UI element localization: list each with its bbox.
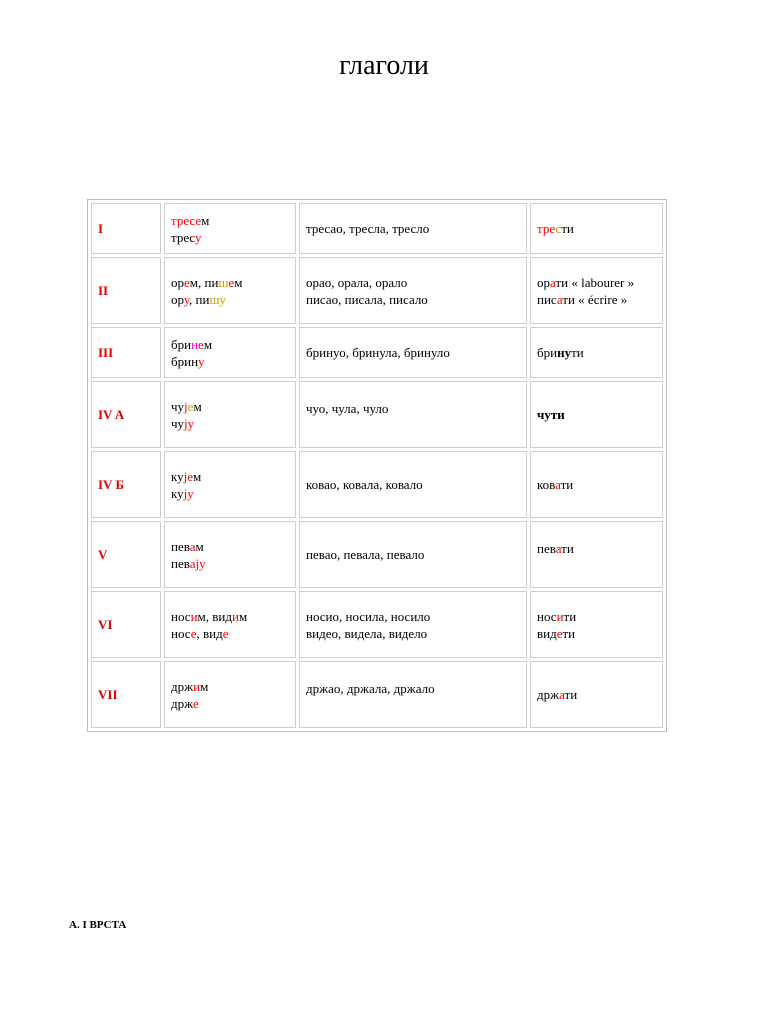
table-row — [91, 591, 663, 658]
page-title: глаголи — [339, 50, 429, 81]
text-segment: чу — [171, 415, 185, 431]
text-segment: с — [555, 221, 562, 236]
text-segment: м — [193, 398, 202, 414]
cell-line — [171, 336, 289, 353]
table-row — [91, 451, 663, 518]
cell-line — [537, 686, 656, 703]
text-segment: нос — [171, 625, 191, 641]
text-segment: држ — [171, 678, 194, 694]
text-segment: у — [187, 485, 194, 501]
text-segment: и — [190, 608, 198, 624]
text-segment: ор — [537, 274, 550, 290]
cell-line — [171, 695, 289, 712]
text-segment: е — [187, 398, 194, 414]
past-forms-cell — [299, 203, 527, 254]
cell-line — [537, 406, 656, 423]
text-segment: е — [184, 274, 190, 290]
text-segment: ти — [561, 221, 574, 236]
text-segment: е — [187, 468, 194, 484]
table-row — [91, 327, 663, 378]
text-segment: ти — [563, 608, 577, 624]
cell-line: орао, орала, орало — [306, 274, 408, 290]
text-segment: ти — [560, 477, 574, 492]
text-segment: ти « écrire » — [562, 291, 628, 307]
text-segment: чу — [171, 398, 185, 414]
text-segment: и — [193, 678, 201, 694]
present-forms-cell — [164, 257, 296, 324]
text-segment: и — [231, 608, 239, 624]
cell-line: чуо, чула, чуло — [306, 401, 389, 416]
cell-line — [171, 485, 289, 502]
table-row — [91, 203, 663, 254]
infinitive-cell — [530, 327, 663, 378]
present-forms-cell — [164, 521, 296, 588]
text-segment: ш — [218, 274, 229, 290]
cell-line — [537, 344, 656, 361]
text-segment: ј — [183, 468, 188, 484]
infinitive-cell — [530, 521, 663, 588]
present-forms-cell — [164, 327, 296, 378]
text-segment: шу — [209, 291, 226, 307]
text-segment: ти — [564, 687, 578, 702]
cell-line — [171, 608, 289, 625]
cell-line — [537, 291, 656, 308]
present-forms-cell — [164, 451, 296, 518]
text-segment: ор — [171, 291, 184, 307]
text-segment: ј — [183, 485, 188, 501]
text-segment: ков — [537, 477, 556, 492]
cell-line — [171, 555, 289, 572]
cell-line — [537, 476, 656, 493]
verb-class-cell: I — [91, 203, 161, 254]
present-forms-cell — [164, 661, 296, 728]
text-segment: ти — [562, 625, 576, 641]
verb-class-cell: II — [91, 257, 161, 324]
verb-class-cell: IV Б — [91, 451, 161, 518]
text-segment: е — [228, 274, 235, 290]
cell-line — [171, 291, 289, 308]
past-forms-cell — [299, 591, 527, 658]
infinitive-cell — [530, 591, 663, 658]
table-row — [91, 381, 663, 448]
present-forms-cell — [164, 381, 296, 448]
text-segment: држ — [171, 695, 193, 711]
text-segment: пис — [537, 291, 557, 307]
verb-class-cell: VII — [91, 661, 161, 728]
cell-line: писао, писала, писало — [306, 291, 428, 307]
text-segment: ор — [171, 274, 184, 290]
text-segment: , пи — [189, 291, 210, 307]
cell-line — [171, 468, 289, 485]
text-segment: чути — [537, 407, 565, 422]
text-segment: ну — [557, 345, 572, 360]
infinitive-cell — [530, 381, 663, 448]
text-segment: а — [555, 477, 561, 492]
present-forms-cell — [164, 591, 296, 658]
verb-class-cell: VI — [91, 591, 161, 658]
cell-line — [171, 229, 289, 246]
text-segment: брин — [171, 353, 199, 369]
cell-line — [171, 353, 289, 370]
text-segment: м, вид — [197, 608, 232, 624]
verb-class-cell: V — [91, 521, 161, 588]
cell-line — [171, 538, 289, 555]
cell-line — [171, 678, 289, 695]
text-segment: м, пи — [189, 274, 219, 290]
text-segment: е — [222, 625, 229, 641]
cell-line: носио, носила, носило — [306, 608, 431, 624]
text-segment: а — [550, 274, 556, 290]
text-segment: а — [559, 687, 565, 702]
text-segment: е — [556, 625, 563, 641]
verb-class-table — [87, 199, 667, 732]
text-segment: пев — [171, 555, 190, 571]
cell-line: видео, видела, видело — [306, 625, 428, 641]
text-segment: трес — [171, 229, 196, 245]
table-row — [91, 661, 663, 728]
text-segment: ку — [171, 468, 184, 484]
text-segment: м — [238, 608, 248, 624]
text-segment: у — [183, 291, 190, 307]
cell-line — [537, 274, 656, 291]
text-segment: м — [193, 468, 202, 484]
cell-line — [537, 608, 656, 625]
text-segment: м — [203, 336, 213, 352]
text-segment: е — [190, 625, 197, 641]
cell-line — [537, 540, 656, 557]
text-segment: пев — [537, 541, 556, 556]
text-segment: а — [555, 541, 562, 556]
cell-line: држао, држала, држало — [306, 681, 435, 696]
text-segment: у — [198, 353, 205, 369]
past-forms-cell — [299, 381, 527, 448]
table-row — [91, 521, 663, 588]
infinitive-cell — [530, 203, 663, 254]
text-segment: ти « labourer » — [555, 274, 635, 290]
text-segment: тре — [537, 221, 556, 236]
text-segment: у — [195, 229, 202, 245]
past-forms-cell — [299, 327, 527, 378]
cell-line: бринуо, бринула, бринуло — [306, 345, 450, 360]
cell-line — [171, 274, 289, 291]
text-segment: бри — [537, 345, 558, 360]
text-segment: м — [234, 274, 243, 290]
verb-class-cell: III — [91, 327, 161, 378]
past-forms-cell — [299, 451, 527, 518]
past-forms-cell — [299, 521, 527, 588]
verb-class-cell: IV A — [91, 381, 161, 448]
text-segment: а — [189, 538, 196, 554]
cell-line — [537, 220, 656, 237]
infinitive-cell — [530, 451, 663, 518]
text-segment: е — [192, 695, 199, 711]
past-forms-cell — [299, 661, 527, 728]
cell-line: тресао, тресла, тресло — [306, 221, 430, 236]
text-segment: бри — [171, 336, 192, 352]
text-segment: а — [556, 291, 563, 307]
text-segment: е — [198, 336, 204, 352]
infinitive-cell — [530, 257, 663, 324]
text-segment: и — [556, 608, 564, 624]
cell-line: ковао, ковала, ковало — [306, 477, 423, 492]
text-segment: нос — [537, 608, 557, 624]
text-segment: м — [200, 678, 209, 694]
text-segment: м — [195, 538, 204, 554]
text-segment: н — [191, 336, 199, 352]
cell-line — [171, 625, 289, 642]
cell-line — [171, 398, 289, 415]
text-segment: ти — [571, 345, 584, 360]
infinitive-cell — [530, 661, 663, 728]
text-segment: пев — [171, 538, 190, 554]
cell-line: певао, певала, певало — [306, 547, 425, 562]
cell-line — [537, 625, 656, 642]
text-segment: , вид — [196, 625, 223, 641]
section-heading: А. I ВРСТА — [69, 919, 127, 931]
verb-table-body — [91, 203, 663, 728]
text-segment: ају — [189, 555, 206, 571]
text-segment: ку — [171, 485, 184, 501]
present-forms-cell — [164, 203, 296, 254]
text-segment: вид — [537, 625, 557, 641]
cell-line — [171, 212, 289, 229]
text-segment: тресе — [171, 212, 202, 228]
text-segment: ти — [561, 541, 574, 556]
text-segment: држ — [537, 687, 560, 702]
text-segment: ју — [184, 415, 195, 431]
past-forms-cell — [299, 257, 527, 324]
table-row — [91, 257, 663, 324]
text-segment: ј — [184, 398, 188, 414]
cell-line — [171, 415, 289, 432]
text-segment: нос — [171, 608, 191, 624]
text-segment: м — [201, 212, 210, 228]
